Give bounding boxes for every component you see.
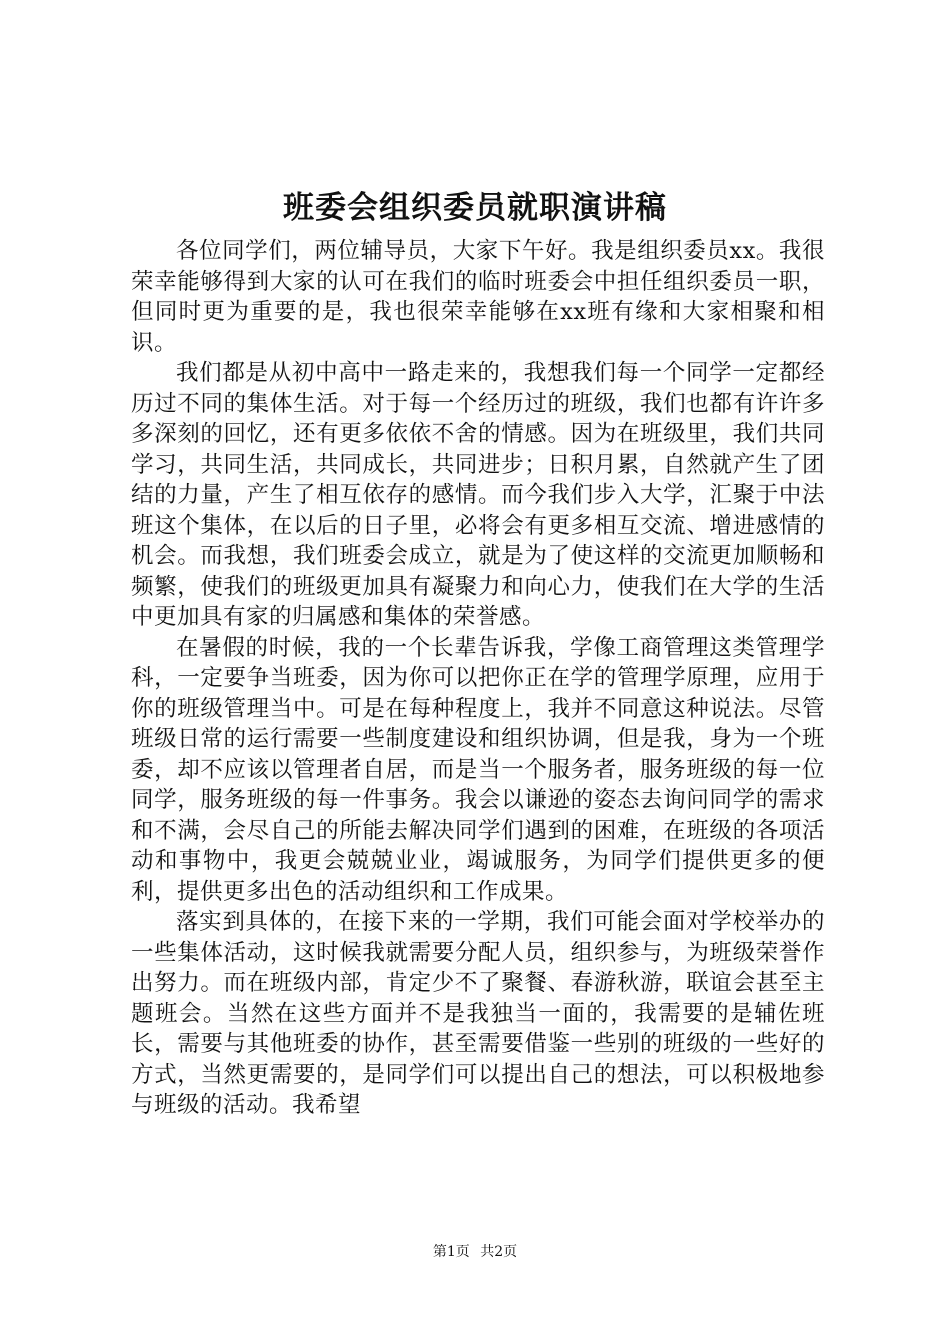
document-title: 班委会组织委员就职演讲稿	[283, 190, 667, 226]
paragraph-4: 落实到具体的，在接下来的一学期，我们可能会面对学校举办的一些集体活动，这时候我就需要分配人员，组织参与，为班级荣誉作出努力。而在班级内部，肯定少不了聚餐、春游秋游，联谊会甚至主题班会。当然在这些方面并不是我独当一面的，我需要的是辅佐班长，需要与其他班委的协作，甚至需要借鉴一些别的班级的一些好的方式，当然更需要的，是同学们可以提出自己的想法，可以积极地参与班级的活动。我希望	[131, 909, 825, 1118]
page-number-current: 第1页	[432, 1244, 470, 1260]
page-footer	[0, 1242, 950, 1262]
paragraph-2: 我们都是从初中高中一路走来的，我想我们每一个同学一定都经历过不同的集体生活。对于每一个经历过的班级，我们也都有许许多多深刻的回忆，还有更多依依不舍的情感。因为在班级里，我们共同学习，共同生活，共同成长，共同进步；日积月累，自然就产生了团结的力量，产生了相互依存的感情。而今我们步入大学，汇聚于中法班这个集体，在以后的日子里，必将会有更多相互交流、增进感情的机会。而我想，我们班委会成立，就是为了使这样的交流更加顺畅和频繁，使我们的班级更加具有凝聚力和向心力，使我们在大学的生活中更加具有家的归属感和集体的荣誉感。	[131, 360, 825, 630]
document-body	[131, 236, 825, 1121]
page-number-total: 共2页	[480, 1244, 518, 1260]
paragraph-1: 各位同学们，两位辅导员，大家下午好。我是组织委员xx。我很荣幸能够得到大家的认可在我们的临时班委会中担任组织委员一职，但同时更为重要的是，我也很荣幸能够在xx班有缘和大家相聚和相识。	[131, 238, 825, 356]
paragraph-3: 在暑假的时候，我的一个长辈告诉我，学像工商管理这类管理学科，一定要争当班委，因为你可以把你正在学的管理学原理，应用于你的班级管理当中。可是在每种程度上，我并不同意这种说法。尽管班级日常的运行需要一些制度建设和组织协调，但是我，身为一个班委，却不应该以管理者自居，而是当一个服务者，服务班级的每一位同学，服务班级的每一件事务。我会以谦逊的姿态去询问同学的需求和不满，会尽自己的所能去解决同学们遇到的困难，在班级的各项活动和事物中，我更会兢兢业业，竭诚服务，为同学们提供更多的便利，提供更多出色的活动组织和工作成果。	[131, 634, 825, 905]
